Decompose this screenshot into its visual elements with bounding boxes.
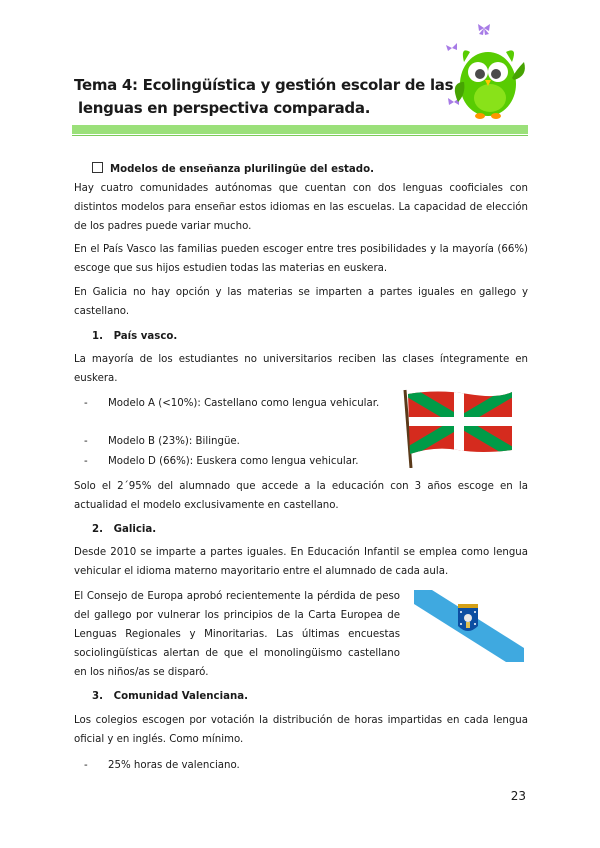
paragraph-galicia: Desde 2010 se imparte a partes iguales. En Educación Infantil se emplea como lengua vehicular el idioma materno mayoritario entre el alumnado de cada aula. [74, 547, 528, 577]
title-line-2: lenguas en perspectiva comparada. [78, 99, 371, 117]
butterfly-icon [446, 43, 457, 51]
basque-flag-image [398, 388, 516, 468]
title-line-1: Tema 4: Ecolingüística y gestión escolar de las [74, 76, 454, 94]
checkbox-icon [92, 162, 103, 173]
paragraph-intro: Hay cuatro comunidades autónomas que cuentan con dos lenguas cooficiales con distintos modelos para enseñar estos idiomas en las escuelas. La capacidad de elección de los padres puede variar mucho. [74, 183, 528, 232]
paragraph-galicia-summary: En Galicia no hay opción y las materias se imparten a partes iguales en gallego y castellano. [74, 287, 528, 317]
title-underline [72, 125, 528, 134]
title-underline-edge [72, 135, 528, 136]
paragraph-pais-vasco-summary: En el País Vasco las familias pueden escoger entre tres posibilidades y la mayoría (66%) escoge que sus hijos estudien todas las materias en euskera. [74, 244, 528, 274]
heading-pais-vasco: 1. País vasco. [92, 331, 178, 342]
page-title [74, 74, 454, 120]
paragraph-galicia-europa: El Consejo de Europa aprobó recientemente la pérdida de peso del gallego por vulnerar los principios de la Carta Europea de Lenguas Regionales y Minoritarias. Las últimas encuestas sociolingüísticas alertan de que el monolingüismo castellano en los niños/as se disparó. [74, 591, 400, 678]
list-item: - Modelo D (66%): Euskera como lengua vehicular. [84, 456, 359, 467]
owl-icon [440, 22, 530, 122]
section-heading: Modelos de enseñanza plurilingüe del estado. [92, 160, 374, 179]
paragraph-valenciana: Los colegios escogen por votación la distribución de horas impartidas en cada lengua oficial y en inglés. Como mínimo. [74, 715, 528, 745]
galician-coat-of-arms-icon [458, 604, 478, 631]
list-item: - Modelo A (<10%): Castellano como lengua vehicular. [84, 398, 380, 409]
heading-valenciana: 3. Comunidad Valenciana. [92, 691, 248, 702]
page-number: 23 [510, 789, 526, 803]
galician-flag-image [414, 590, 524, 662]
butterfly-icon [478, 24, 490, 35]
list-item: - Modelo B (23%): Bilingüe. [84, 436, 240, 447]
heading-galicia: 2. Galicia. [92, 524, 157, 535]
list-item: - 25% horas de valenciano. [84, 760, 240, 771]
paragraph-pais-vasco: La mayoría de los estudiantes no universitarios reciben las clases íntegramente en euskera. [74, 354, 528, 384]
paragraph-pais-vasco-castellano: Solo el 2´95% del alumnado que accede a la educación con 3 años escoge en la actualidad el modelo exclusivamente en castellano. [74, 481, 528, 511]
